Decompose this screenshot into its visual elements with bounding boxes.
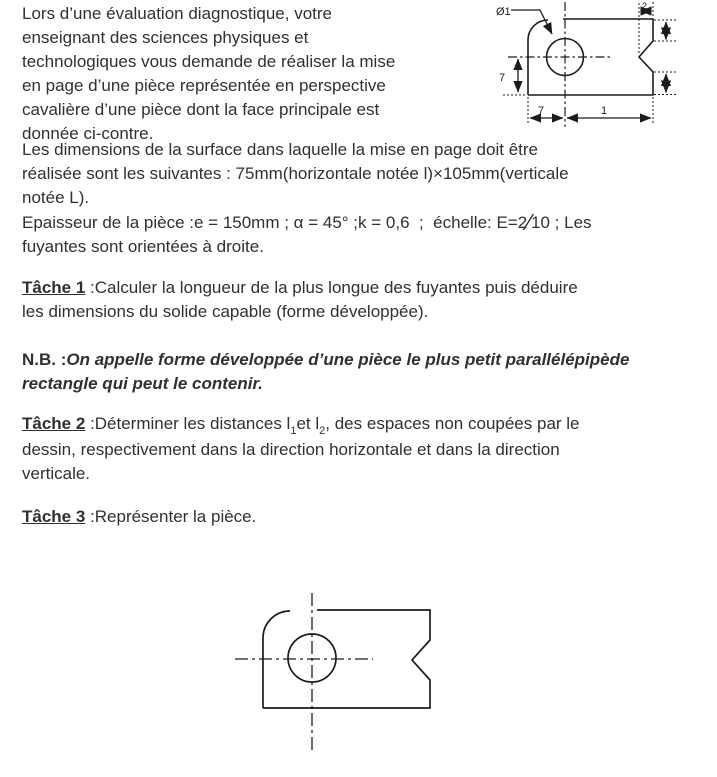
text-line [22,276,717,300]
text-line: Lors d’une évaluation diagnostique, votre [22,4,332,23]
text-line: verticale. [22,464,91,483]
text-line: fuyantes sont orientées à droite. [22,237,264,256]
task2-text: et l [296,414,320,433]
extension-line [654,20,676,95]
subscript-2: 2 [319,425,326,437]
text-line: en page d’une pièce représentée en perspective [22,76,386,95]
epaisseur-text: 10 ; Les [531,213,592,232]
text-line: rectangle qui peut le contenir. [22,374,263,393]
nb-block [22,348,717,396]
text-line: dessin, respectivement dans la direction horizontale et dans la direction [22,440,560,459]
text-line: les dimensions du solide capable (forme développée). [22,302,429,321]
task1-block [22,276,717,324]
dimension-bottom-right-label: 1 [601,105,608,117]
text-line [22,348,717,372]
subscript-1: 1 [290,425,297,437]
nb-text: On appelle forme développée d’une pièce le plus petit parallélépipède [66,350,630,369]
text-line: Les dimensions de la surface dans laquelle la mise en page doit être [22,140,538,159]
task2-heading: Tâche 2 [22,414,86,433]
intro-paragraph [22,2,492,146]
task2-text: , des espaces non coupées par le [325,414,580,433]
task3-text: :Représenter la pièce. [85,507,257,526]
dimension-bottom-left-label: 7 [538,105,545,117]
task3-heading: Tâche 3 [22,507,86,526]
nb-heading: N.B. : [22,350,67,369]
task2-block [22,412,717,486]
diameter-label: Ø1 [496,6,511,18]
epaisseur-text: Epaisseur de la pièce :e = 150mm ; α = 45° ;k = 0,6 ; échelle: E=2 [22,213,528,232]
task1-heading: Tâche 1 [22,278,86,297]
task3-block [22,505,717,529]
diameter-leader-arrow [511,10,552,34]
text-line: enseignant des sciences physiques et [22,28,309,47]
text-line: notée L). [22,188,90,207]
task2-text: :Déterminer les distances l [85,414,291,433]
text-line: donnée ci-contre. [22,124,154,143]
text-line: technologiques vous demande de réaliser la mise [22,52,396,71]
text-line [22,412,717,438]
task1-text: :Calculer la longueur de la plus longue des fuyantes puis déduire [85,278,578,297]
dimension-left-label: 7 [499,72,506,84]
dimensions-paragraph [22,138,717,259]
text-line: cavalière d’une pièce dont la face principale est [22,100,380,119]
extension-line [528,97,653,123]
text-line: réalisée sont les suivantes : 75mm(horizontale notée l)×105mm(verticale [22,164,569,183]
dimension-top-label: 2 [642,1,648,11]
text-line [22,505,717,529]
figure-dimensioned-front-view [483,0,717,134]
fraction-slash: ∕ [527,209,532,235]
text-line [22,210,717,235]
figure-main-front-view [225,588,480,760]
